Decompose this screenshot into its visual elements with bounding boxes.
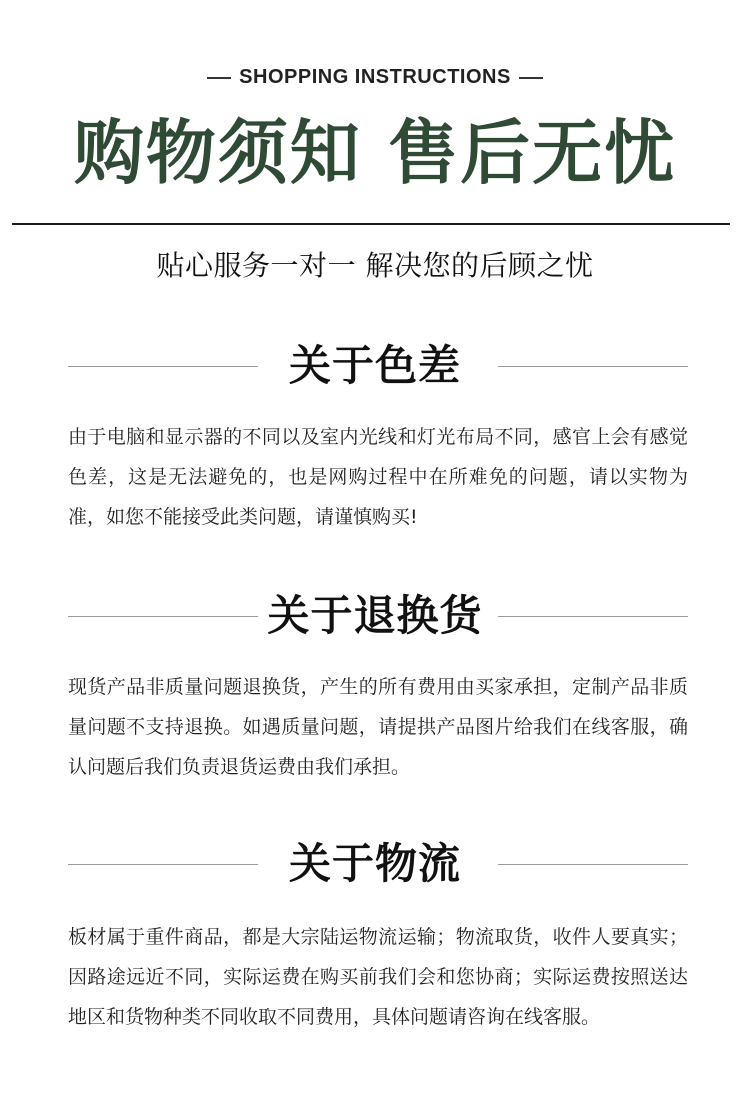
eyebrow-text: SHOPPING INSTRUCTIONS [239, 66, 511, 88]
page-title: 购物须知 售后无忧 [73, 112, 677, 194]
heading-right-rule [498, 616, 688, 617]
heading-right-rule [498, 366, 688, 367]
section-title: 关于色差 [288, 341, 461, 390]
page-subtitle: 贴心服务一对一 解决您的后顾之忧 [156, 249, 594, 282]
section-heading-color-difference [0, 336, 750, 396]
section-body-logistics: 板材属于重件商品，都是大宗陆运物流运输；物流取货，收件人要真实；因路途远近不同，实际运费在购买前我们会和您协商；实际运费按照送达地区和货物种类不同收取不同费用，具体问题请咨询在线客服。 [68, 926, 688, 1028]
right-dash-divider [519, 77, 543, 79]
section-title: 关于物流 [288, 839, 461, 888]
section-body-color-difference: 由于电脑和显示器的不同以及室内光线和灯光布局不同，感官上会有感觉色差，这是无法避免的，也是网购过程中在所难免的问题，请以实物为准，如您不能接受此类问题，请谨慎购买! [68, 426, 688, 528]
left-dash-divider [207, 77, 231, 79]
heading-right-rule [498, 864, 688, 865]
section-body-returns: 现货产品非质量问题退换货，产生的所有费用由买家承担，定制产品非质量问题不支持退换。如遇质量问题，请提拱产品图片给我们在线客服，确认问题后我们负责退货运费由我们承担。 [68, 676, 688, 778]
eyebrow-heading [0, 66, 750, 89]
section-heading-returns [0, 586, 750, 646]
section-title: 关于退换货 [267, 591, 483, 640]
section-heading-logistics [0, 834, 750, 894]
title-divider [12, 223, 730, 225]
